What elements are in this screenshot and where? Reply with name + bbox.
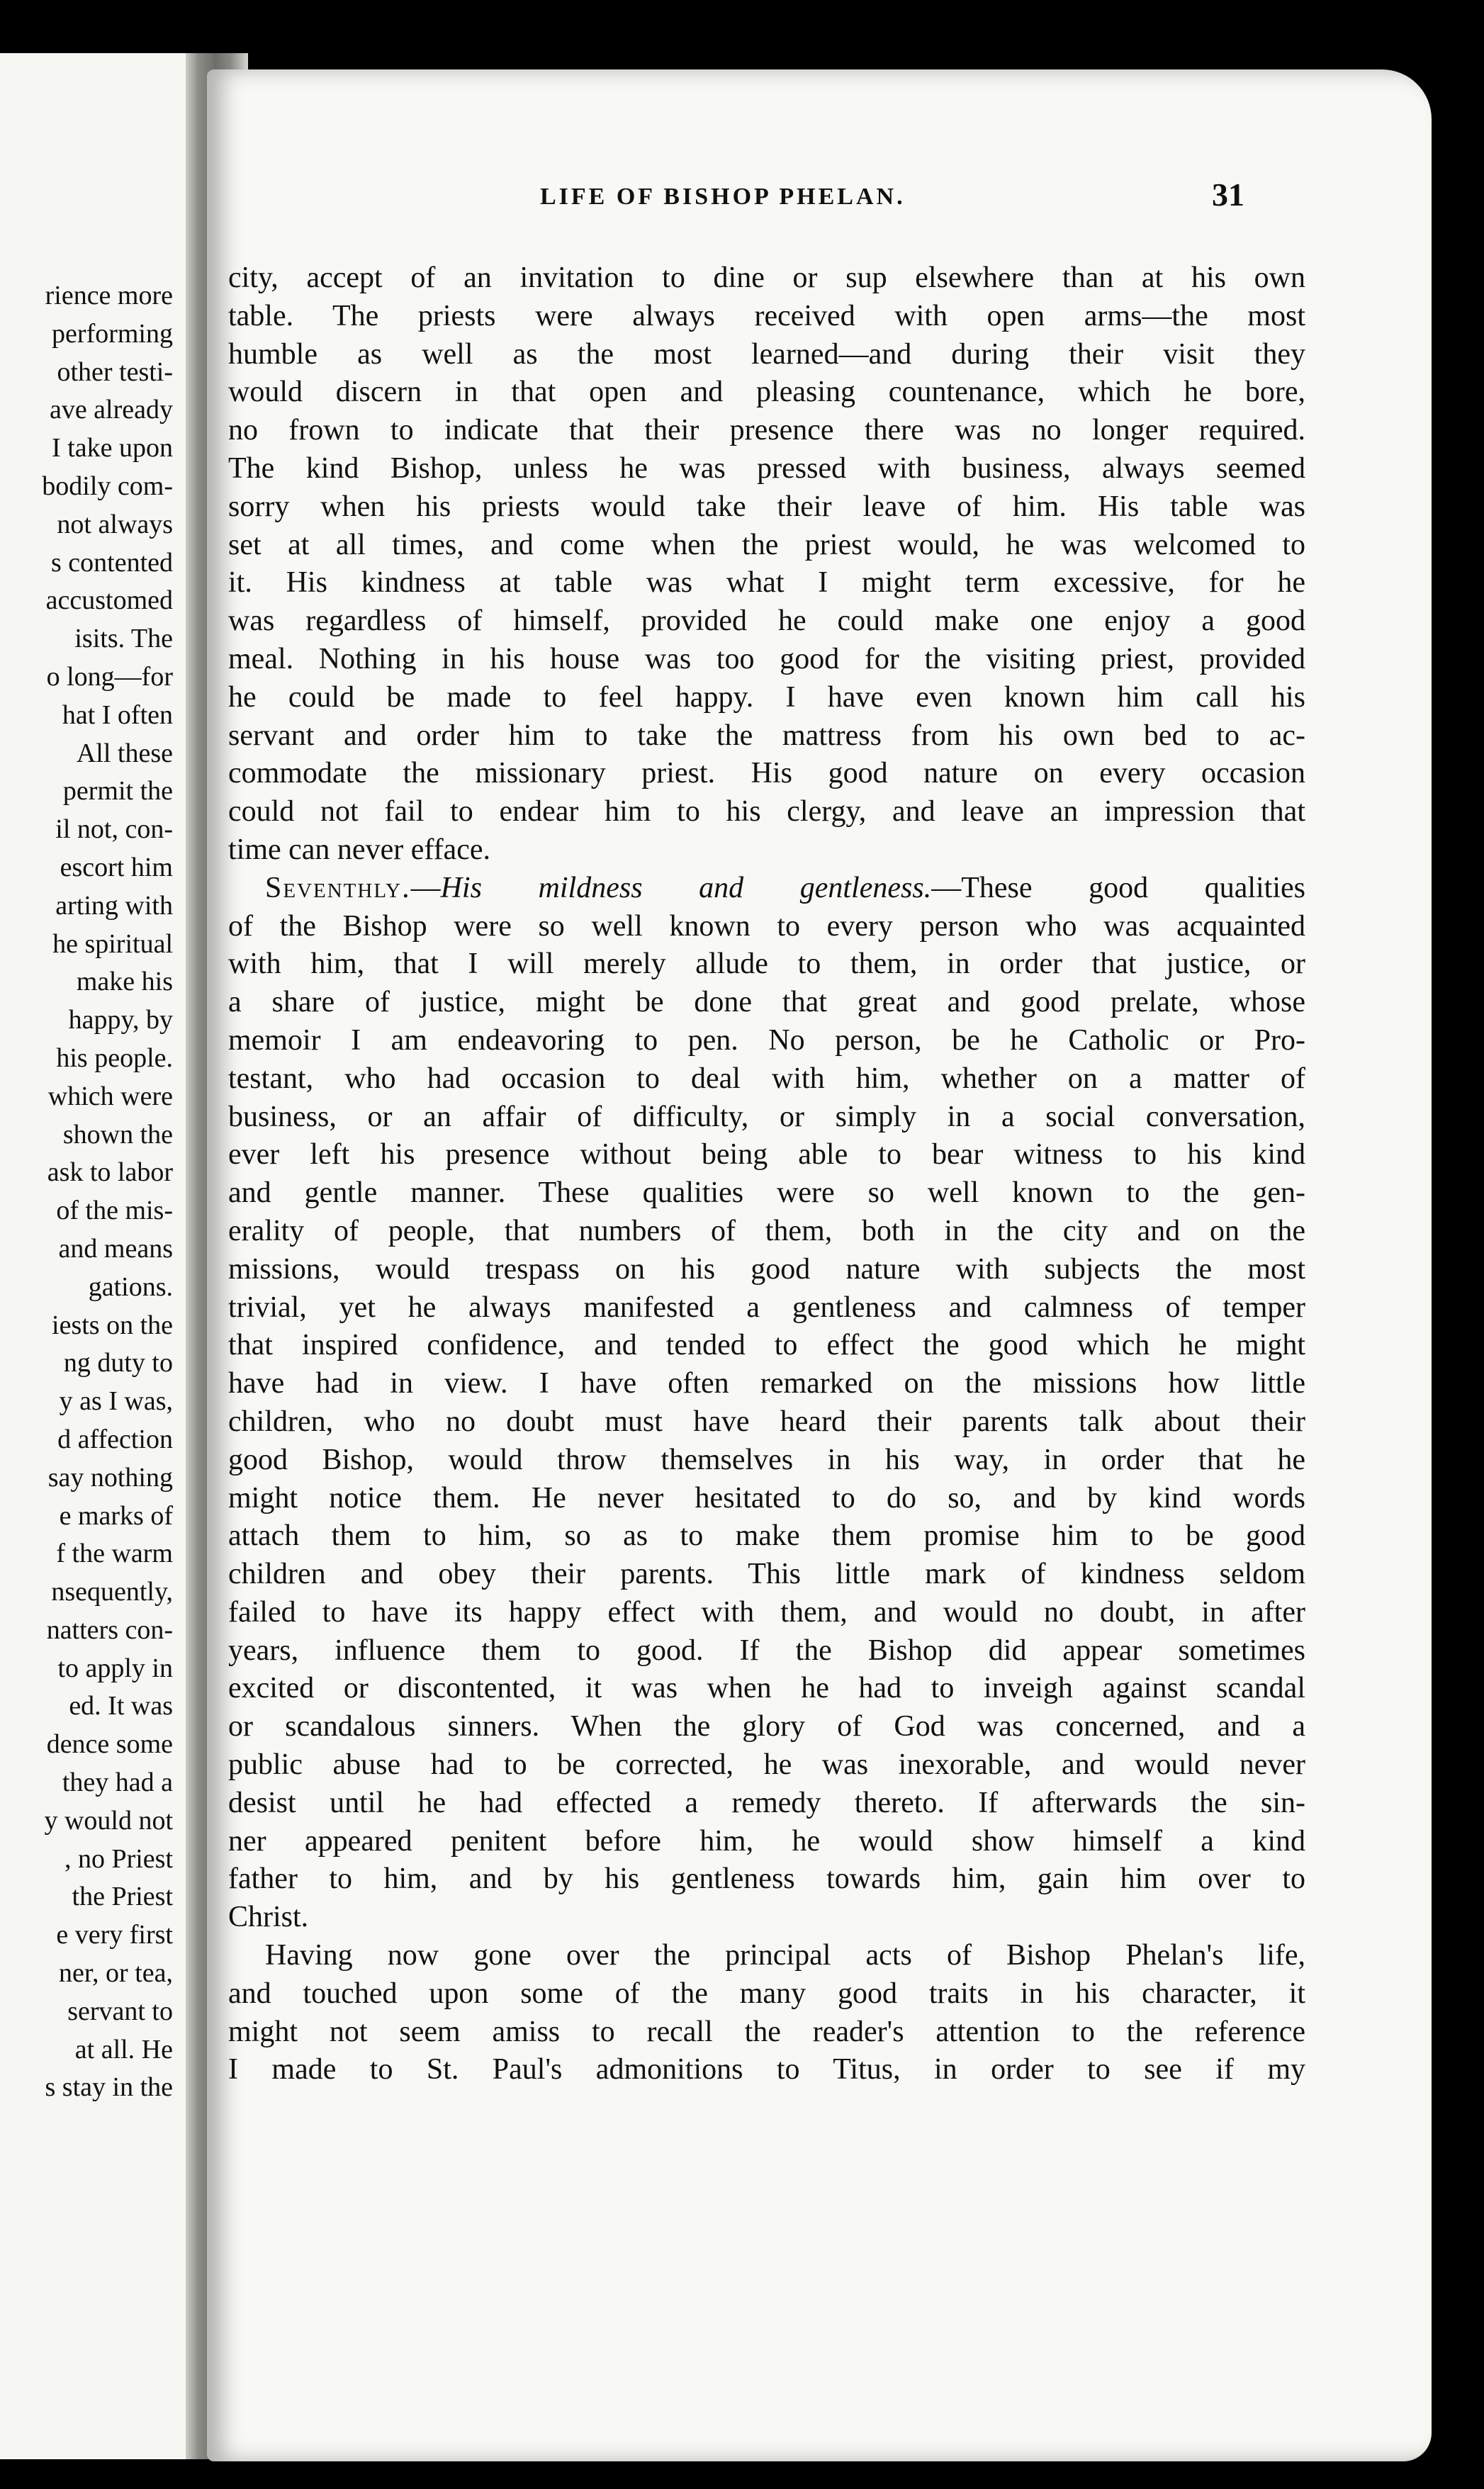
text-line: isits. The [74,624,173,654]
paragraph-2-first-line [228,870,1305,908]
running-head: LIFE OF BISHOP PHELAN. [540,184,906,210]
text-line: e marks of [59,1500,173,1531]
text-line: y as I was, [59,1386,173,1417]
text-line: gations. [88,1271,173,1302]
text-line: good Bishop, would throw themselves in his way, in order that he [228,1443,1305,1476]
section-title-italic: His mildness and gentleness. [440,871,932,904]
text-line: humble as well as the most learned—and during their visit they [228,337,1305,371]
left-page-text [0,277,177,2107]
text-line: of the mis- [56,1196,173,1226]
text-line: that inspired confidence, and tended to effect the good which he might [228,1329,1305,1362]
text-line: escort him [60,852,173,882]
text-line: natters con- [46,1614,173,1645]
text-line: say nothing [47,1462,173,1493]
text-line: s stay in the [45,2072,173,2103]
text-line: the Priest [72,1882,173,1912]
text-line: at all. He [74,2034,173,2064]
first-line-rest: —These good qualities [931,871,1305,904]
text-line: children and obey their parents. This little mark of kindness seldom [228,1558,1305,1591]
text-line: bodily com- [42,471,173,501]
text-line: servant to [67,1996,173,2026]
text-line: shown the [62,1119,173,1150]
text-line: meal. Nothing in his house was too good for the visiting priest, provided [228,642,1305,675]
body-text [228,259,1305,2089]
text-line: f the warm [56,1539,173,1569]
text-line: business, or an affair of difficulty, or simply in a social conversation, [228,1100,1305,1133]
text-line: erality of people, that numbers of them, both in the city and on the [228,1214,1305,1247]
text-line: e very first [56,1920,173,1950]
text-line: have had in view. I have often remarked on the missions how little [228,1367,1305,1400]
text-line: il not, con- [55,814,173,845]
text-line: city, accept of an invitation to dine or sup elsewhere than at his own [228,262,1305,294]
text-line: d affection [57,1424,173,1454]
text-line: with him, that I will merely allude to them, in order that justice, or [228,948,1305,981]
section-heading: Seventhly. [265,871,411,904]
text-line: commodate the missionary priest. His good nature on every occasion [228,757,1305,790]
text-line: All these [76,738,173,768]
text-line: public abuse had to be corrected, he was inexorable, and would never [228,1748,1305,1782]
paragraph-3 [228,1937,1305,2089]
text-line: a share of justice, might be done that great and good prelate, whose [228,986,1305,1019]
text-line: make his [76,967,173,997]
text-line: s contented [50,547,173,578]
text-line: servant and order him to take the mattress from his own bed to ac- [228,719,1305,752]
text-line: desist until he had effected a remedy thereto. If afterwards the sin- [228,1786,1305,1819]
text-line: excited or discontented, it was when he had to inveigh against scandal [228,1672,1305,1705]
text-line: table. The priests were always received with open arms—the most [228,299,1305,332]
text-line: might notice them. He never hesitated to do so, and by kind words [228,1481,1305,1515]
text-line: to apply in [57,1653,173,1683]
text-line: I take upon [52,433,173,463]
text-line: attach them to him, so as to make them promise him to be good [228,1519,1305,1553]
text-line: ave already [49,395,173,425]
right-page [207,69,1432,2461]
text-line: happy, by [68,1005,173,1035]
text-line: permit the [62,776,173,807]
paragraph-2 [228,870,1305,1937]
text-line: trivial, yet he always manifested a gentleness and calmness of temper [228,1291,1305,1324]
page-number: 31 [1212,176,1244,213]
text-line: and touched upon some of the many good traits in his character, it [228,1977,1305,2010]
heading-dash: — [410,871,441,904]
text-line: it. His kindness at table was what I might term excessive, for he [228,566,1305,600]
text-line: children, who no doubt must have heard their parents talk about their [228,1405,1305,1438]
text-line: set at all times, and come when the priest would, he was welcomed to [228,528,1305,561]
text-line: performing [52,318,173,349]
text-line: of the Bishop were so well known to every person who was acquainted [228,909,1305,943]
paragraph-1 [228,259,1305,870]
text-line: time can never efface. [228,833,490,866]
text-line: sorry when his priests would take their leave of him. His table was [228,490,1305,523]
text-line: might not seem amiss to recall the reader's attention to the reference [228,2015,1305,2048]
text-line: failed to have its happy effect with them, and would no doubt, in after [228,1595,1305,1629]
text-line: was regardless of himself, provided he could make one enjoy a good [228,605,1305,638]
text-line: would discern in that open and pleasing countenance, which he bore, [228,376,1305,409]
text-line: y would not [44,1805,173,1836]
text-line: other testi- [57,356,173,387]
text-line: ever left his presence without being able to bear witness to his kind [228,1138,1305,1172]
text-line: The kind Bishop, unless he was pressed with business, always seemed [228,451,1305,485]
text-line: I made to St. Paul's admonitions to Titus, in order to see if my [228,2053,1305,2086]
text-line: ng duty to [63,1348,173,1378]
text-line: hat I often [62,699,173,730]
text-line: ner appeared penitent before him, he would show himself a kind [228,1824,1305,1858]
text-line: arting with [55,890,173,921]
text-line: Christ. [228,1901,309,1934]
paragraph-2-lines [228,908,1305,1938]
left-page-fragment [0,53,186,2459]
text-line: he spiritual [52,928,173,959]
text-line: not always [57,509,173,539]
text-line: , no Priest [64,1843,173,1874]
text-line: no frown to indicate that their presence there was no longer required. [228,414,1305,447]
text-line: his people. [56,1043,173,1073]
text-line: dence some [46,1729,173,1760]
text-line: and means [58,1233,173,1264]
text-line: which were [47,1081,173,1111]
text-line: o long—for [46,661,173,692]
text-line: rience more [45,281,173,310]
text-line: or scandalous sinners. When the glory of God was concerned, and a [228,1710,1305,1743]
text-line: nsequently, [51,1577,173,1607]
text-line: and gentle manner. These qualities were so well known to the gen- [228,1176,1305,1210]
text-line: iests on the [52,1310,173,1340]
text-line: accustomed [45,585,173,616]
text-line: he could be made to feel happy. I have even known him call his [228,680,1305,714]
text-line: ed. It was [69,1691,173,1721]
text-line: they had a [62,1768,173,1798]
text-line: testant, who had occasion to deal with him, whether on a matter of [228,1062,1305,1095]
text-line: Having now gone over the principal acts of Bishop Phelan's life, [265,1939,1305,1972]
text-line: father to him, and by his gentleness towards him, gain him over to [228,1862,1305,1896]
text-line: memoir I am endeavoring to pen. No person, be he Catholic or Pro- [228,1023,1305,1057]
text-line: ner, or tea, [59,1958,173,1989]
text-line: missions, would trespass on his good nature with subjects the most [228,1252,1305,1286]
text-line: years, influence them to good. If the Bishop did appear sometimes [228,1634,1305,1667]
text-line: ask to labor [47,1157,173,1188]
text-line: could not fail to endear him to his clergy, and leave an impression that [228,795,1305,828]
